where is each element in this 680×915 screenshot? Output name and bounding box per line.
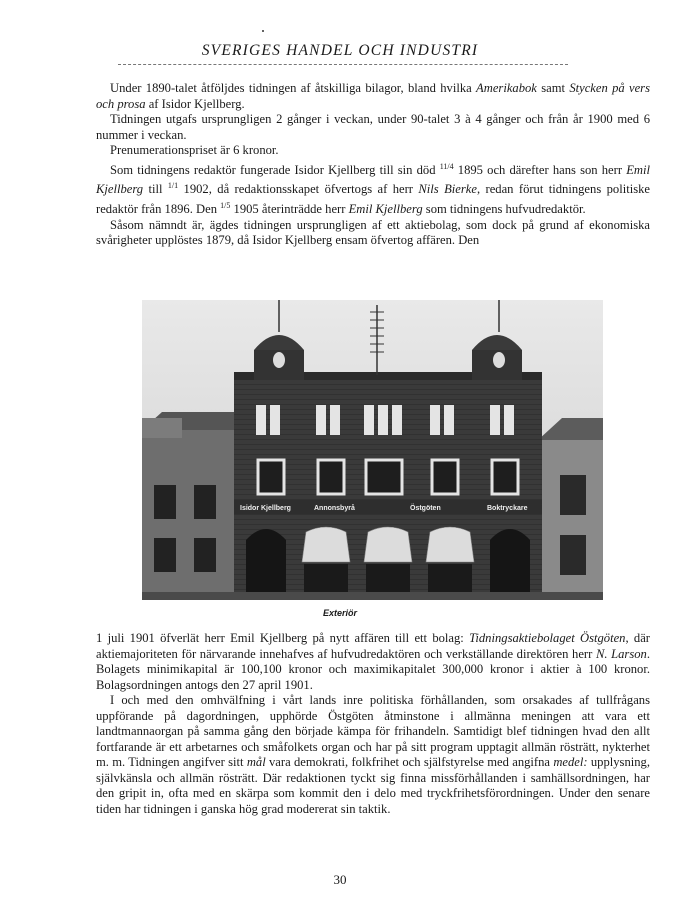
photo-caption: Exteriör	[322, 608, 357, 618]
building-photo	[142, 300, 603, 600]
paragraph: Som tidningens redaktör fungerade Isidor Kjellberg till sin död $^{11/4}$ 1895 och därefter hans son herr Emil Kjellberg till $^{1/1}$ 1902, då redaktionsskapet öfvertogs af herr Nils Bierke, redan förut tidningens politiske redaktör från 1896. Den $^{1/5}$ 1905 återinträdde herr Emil Kjellberg som tidningens hufvudredaktör.	[96, 161, 650, 217]
paragraph: Såsom nämndt är, ägdes tidningen ursprungligen af ett aktiebolag, som dock på grund af ekonomiska svårigheter upplöstes 1879, då Isidor Kjellberg ensam öfvertog affären. Den	[96, 217, 650, 248]
sign-kjellberg: Isidor Kjellberg	[240, 505, 291, 512]
building-illustration	[142, 300, 603, 600]
page-number: 30	[333, 872, 347, 887]
text-block-top	[96, 81, 650, 249]
text-block-bottom	[96, 631, 650, 818]
page-header: SVERIGES HANDEL OCH INDUSTRI	[201, 42, 479, 59]
paragraph: Under 1890-talet åtföljdes tidningen af åtskilliga bilagor, bland hvilka Amerikabok samt Stycken på vers och prosa af Isidor Kjellberg.	[96, 81, 650, 111]
stray-dot	[262, 30, 264, 32]
header-rule	[118, 64, 568, 65]
sign-ostgoten: Östgöten	[410, 505, 441, 512]
sign-boktryckare: Boktryckare	[487, 505, 528, 512]
paragraph: Tidningen utgafs ursprungligen 2 gånger i veckan, under 90-talet 3 à 4 gånger och från år 1900 med 6 nummer i veckan.	[96, 112, 650, 142]
paragraph: I och med den omhvälfning i vårt lands inre politiska förhållanden, som orsakades af tullfrågans uppförande på dagordningen, upphörde Östgöten åtminstone i allmänna meningen att vara ett landtmannaorgan på samma gång den började kämpa för frihandeln. Samtidigt blef tidningen hvad den allt fortfarande är ett arbetarnes och småfolkets organ och har på sitt program upptagit allmän rösträtt, nykterhet m. m. Tidningen angifver sitt mål vara demokrati, folkfrihet och själfstyrelse med angifna medel: upplysning, självkänsla och allmän rösträtt. Där redaktionen tyckt sig finna missförhållanden i samhällsordningen, har den gripit in, ofta med en skärpa som kommit den i delo med tryckfrihetsförordningen. Under den senare tiden har tidningen i ganska hög grad modererat sin taktik.	[96, 693, 650, 817]
paragraph: 1 juli 1901 öfverlät herr Emil Kjellberg på nytt affären till ett bolag: Tidningsaktiebolaget Östgöten, där aktiemajoriteten för närvarande innehafves af hufvudredaktören och verkställande direktören herr N. Larson. Bolagets minimikapital är 100,100 kronor och maximikapitalet 300,000 kronor i aktier à 100 kronor. Bolagsordningen antogs den 27 april 1901.	[96, 631, 650, 692]
paragraph: Prenumerationspriset är 6 kronor.	[110, 143, 279, 158]
sign-annonsbyra: Annonsbyrå	[314, 505, 355, 512]
